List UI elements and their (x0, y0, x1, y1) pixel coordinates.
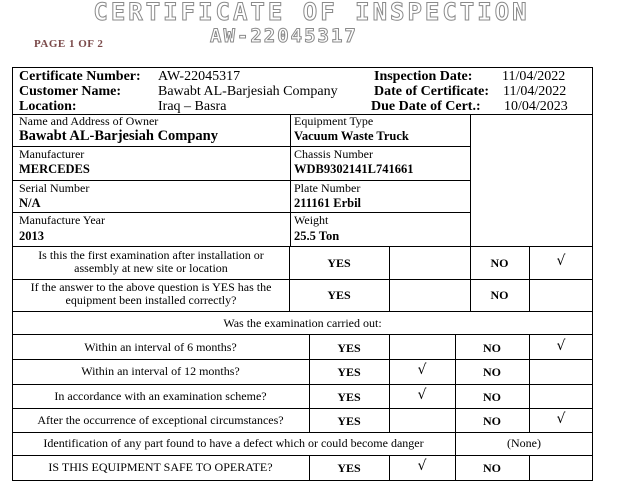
q5-yes: YES (337, 390, 361, 404)
safe-yes-check-icon: √ (417, 458, 427, 474)
weight-label: Weight (294, 213, 329, 227)
question-exceptional-circumstances: After the occurrence of exceptional circumstances? (37, 413, 284, 427)
q2-no: NO (490, 288, 509, 302)
defect-value: (None) (507, 436, 541, 450)
question-installed-correctly: If the answer to the above question is YES has the equipment been installed correctly? (30, 280, 272, 307)
plate-value: 211161 Erbil (294, 196, 362, 210)
inspection-date-value: 11/04/2022 (502, 69, 566, 84)
serial-value: N/A (19, 196, 41, 210)
equipment-type-value: Vacuum Waste Truck (294, 129, 409, 143)
question-exam-scheme: In accordance with an examination scheme? (54, 389, 267, 403)
customer-label: Customer Name: (19, 84, 121, 99)
cert-date-value: 11/04/2022 (503, 84, 567, 99)
serial-label: Serial Number (19, 181, 90, 195)
year-label: Manufacture Year (19, 213, 105, 227)
cert-date-label: Date of Certificate: (374, 84, 490, 99)
chassis-label: Chassis Number (294, 147, 373, 161)
q1-no-check-icon: √ (556, 253, 566, 269)
location-label: Location: (19, 99, 77, 114)
inspection-date-label: Inspection Date: (374, 69, 473, 84)
owner-label: Name and Address of Owner (19, 114, 159, 128)
question-safe-to-operate: IS THIS EQUIPMENT SAFE TO OPERATE? (48, 460, 273, 474)
cert-number-label: Certificate Number: (19, 69, 141, 84)
q5-no: NO (483, 390, 501, 404)
certificate-code-title: AW-22045317 (210, 25, 358, 47)
q4-yes-check-icon: √ (417, 362, 427, 378)
location-value: Iraq – Basra (158, 99, 227, 114)
q1-yes: YES (327, 256, 351, 270)
q1-no: NO (490, 256, 509, 270)
question-first-exam: Is this the first examination after installation or assembly at new site or location (38, 248, 264, 275)
examination-heading: Was the examination carried out: (223, 316, 382, 330)
q6-yes: YES (337, 414, 361, 428)
due-date-value: 10/04/2023 (504, 99, 568, 114)
weight-value: 25.5 Ton (294, 229, 340, 243)
manufacturer-label: Manufacturer (19, 147, 85, 161)
certificate-title: CERTIFICATE OF INSPECTION (93, 0, 530, 26)
plate-label: Plate Number (294, 181, 361, 195)
q4-no: NO (483, 365, 501, 379)
question-12-months: Within an interval of 12 months? (81, 364, 240, 378)
owner-value: Bawabt AL-Barjesiah Company (19, 128, 218, 144)
safe-yes: YES (337, 461, 361, 475)
defect-identification: Identification of any part found to have a defect which or could become danger (43, 436, 424, 450)
page-number: PAGE 1 OF 2 (34, 38, 104, 50)
q6-no-check-icon: √ (556, 411, 566, 427)
chassis-value: WDB9302141L741661 (294, 162, 414, 176)
question-6-months: Within an interval of 6 months? (84, 340, 237, 354)
q5-yes-check-icon: √ (417, 387, 427, 403)
equipment-type-label: Equipment Type (294, 114, 374, 128)
q6-no: NO (483, 414, 501, 428)
manufacturer-value: MERCEDES (19, 162, 90, 176)
cert-number-value: AW-22045317 (158, 69, 241, 84)
q3-no: NO (483, 341, 501, 355)
safe-no: NO (483, 461, 501, 475)
year-value: 2013 (19, 229, 44, 243)
q2-yes: YES (327, 288, 351, 302)
customer-value: Bawabt AL-Barjesiah Company (158, 84, 338, 99)
q3-no-check-icon: √ (556, 338, 566, 354)
q4-yes: YES (337, 365, 361, 379)
q3-yes: YES (337, 341, 361, 355)
due-date-label: Due Date of Cert.: (371, 99, 481, 114)
